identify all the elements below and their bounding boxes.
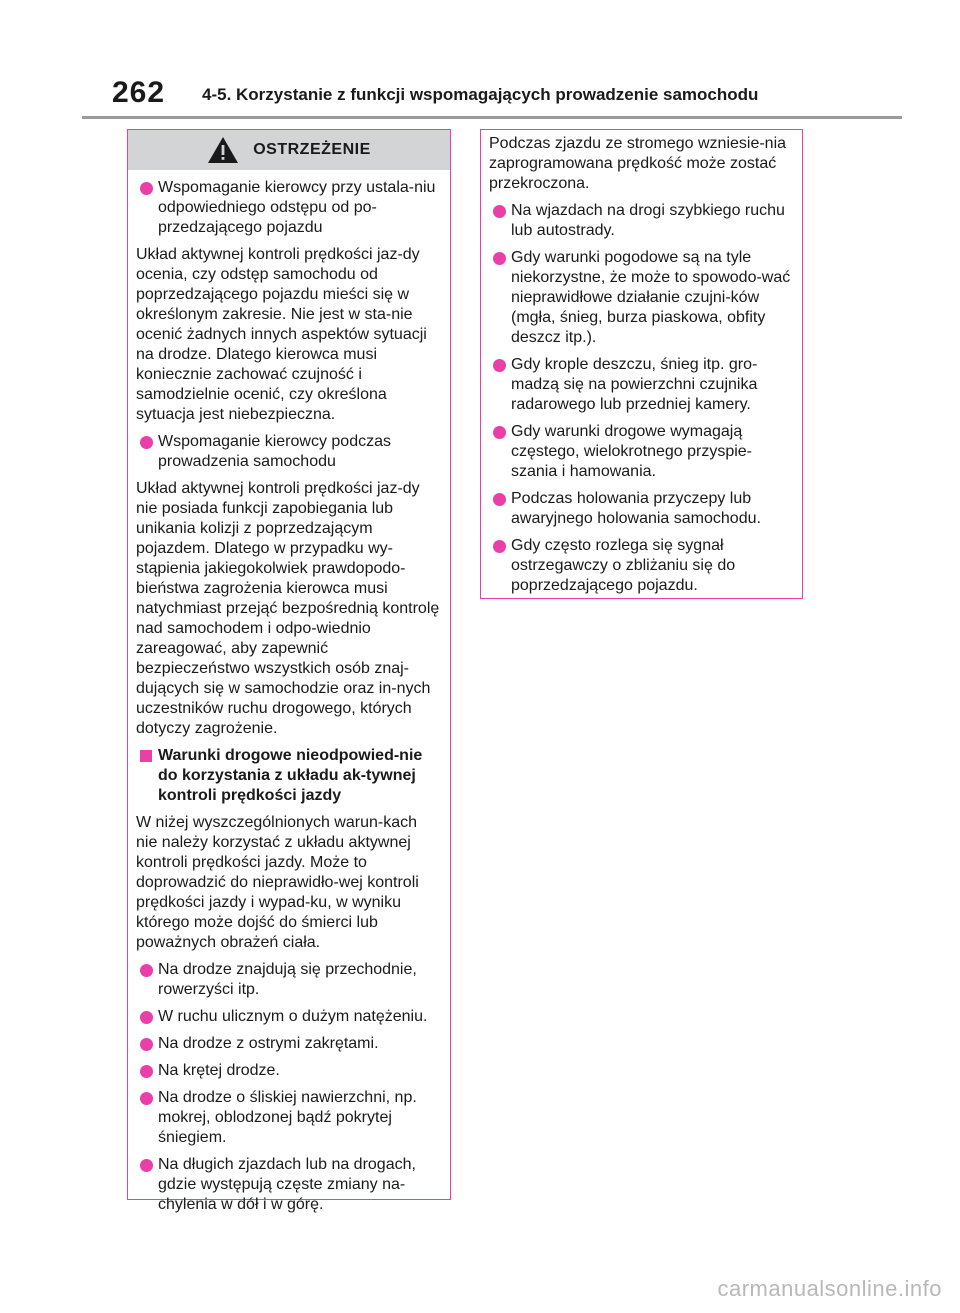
bullet-text: Na drodze z ostrymi zakrętami.: [158, 1035, 379, 1052]
bullet-dot-icon: [493, 205, 506, 218]
warning-paragraph: Układ aktywnej kontroli prędkości jaz-dy nie posiada funkcji zapobiegania lub unikania kolizji z poprzedzającym pojazdem. Dlatego w przypadku wy-stąpienia jakiegokolwiek prawdopodo-bieństwa zagrożenia kierowca musi natychmiast przejąć bezpośrednią kontrolę nad samochodem i odpo-wiednio zareagować, aby zapewnić bezpieczeństwo wszystkich osób znaj-dujących się w samochodzie oraz in-nych uczestników ruchu drogowego, których dotyczy zagrożenie.: [136, 480, 440, 737]
continuation-bullet: [489, 536, 794, 596]
continuation-bullet: [489, 422, 794, 482]
bullet-text: Na krętej drodze.: [158, 1062, 280, 1079]
bullet-dot-icon: [140, 964, 153, 977]
bullet-dot-icon: [493, 252, 506, 265]
warning-bullet: [136, 960, 442, 1000]
bullet-text: Gdy często rozlega się sygnał ostrzegawczy o zbliżaniu się do poprzedzającego pojazdu.: [511, 537, 736, 594]
warning-bullet: [136, 1007, 442, 1027]
warning-title: OSTRZEŻENIE: [253, 141, 371, 158]
continuation-paragraph: Podczas zjazdu ze stromego wzniesie-nia zaprogramowana prędkość może zostać przekroczona.: [489, 135, 787, 192]
bullet-dot-icon: [140, 1065, 153, 1078]
bullet-text: Wspomaganie kierowcy przy ustala-niu odpowiedniego odstępu od po-przedzającego pojazdu: [158, 179, 436, 236]
heading-text: Warunki drogowe nieodpowied-nie do korzystania z układu ak-tywnej kontroli prędkości jazdy: [158, 747, 423, 804]
bullet-dot-icon: [140, 1092, 153, 1105]
bullet-text: W ruchu ulicznym o dużym natężeniu.: [158, 1008, 428, 1025]
continuation-bullet: [489, 489, 794, 529]
bullet-dot-icon: [140, 182, 153, 195]
bullet-text: Na drodze znajdują się przechodnie, rowerzyści itp.: [158, 961, 417, 998]
bullet-dot-icon: [140, 1038, 153, 1051]
header-divider: [82, 116, 902, 119]
warning-paragraph: W niżej wyszczególnionych warun-kach nie należy korzystać z układu aktywnej kontroli prędkości jazdy. Może to doprowadzić do nieprawidło-wej kontroli prędkości jazdy i wypad-ku, w wyniku którego może dojść do śmierci lub poważnych obrażeń ciała.: [136, 814, 419, 951]
bullet-text: Gdy warunki pogodowe są na tyle niekorzystne, że może to spowodo-wać nieprawidłowe działanie czujni-ków (mgła, śnieg, burza piaskowa, obfity deszcz itp.).: [511, 249, 791, 346]
section-title: 4-5. Korzystanie z funkcji wspomagających prowadzenie samochodu: [202, 85, 759, 104]
subsection-heading: [136, 746, 442, 806]
bullet-text: Na drodze o śliskiej nawierzchni, np. mokrej, oblodzonej bądź pokrytej śniegiem.: [158, 1089, 417, 1146]
warning-bullet: [136, 1155, 442, 1215]
warning-bullet: [136, 1088, 442, 1148]
site-watermark: carmanualsonline.info: [717, 1276, 942, 1301]
bullet-text: Na wjazdach na drogi szybkiego ruchu lub autostrady.: [511, 202, 785, 239]
bullet-dot-icon: [493, 426, 506, 439]
bullet-dot-icon: [140, 1159, 153, 1172]
bullet-text: Gdy krople deszczu, śnieg itp. gro-madzą się na powierzchni czujnika radarowego lub przedniej kamery.: [511, 356, 758, 413]
bullet-dot-icon: [493, 540, 506, 553]
continuation-bullet: [489, 355, 794, 415]
page-header: [82, 76, 902, 116]
bullet-text: Gdy warunki drogowe wymagają częstego, wielokrotnego przyspie-szania i hamowania.: [511, 423, 753, 480]
warning-box: [127, 129, 451, 1213]
square-bullet-icon: [140, 750, 152, 762]
bullet-text: Wspomaganie kierowcy podczas prowadzenia samochodu: [158, 433, 391, 470]
bullet-dot-icon: [140, 1011, 153, 1024]
warning-triangle-icon: [207, 136, 239, 164]
warning-bullet: [136, 1061, 442, 1081]
warning-bullet: [136, 432, 442, 472]
page-number: 262: [112, 76, 166, 109]
warning-body: [128, 170, 450, 1215]
continuation-bullet: [489, 248, 794, 348]
bullet-text: Podczas holowania przyczepy lub awaryjnego holowania samochodu.: [511, 490, 761, 527]
bullet-dot-icon: [140, 436, 153, 449]
bullet-text: Na długich zjazdach lub na drogach, gdzie występują częste zmiany na-chylenia w dół i w górę.: [158, 1156, 416, 1213]
warning-bullet: [136, 1034, 442, 1054]
warning-continuation-box: [480, 129, 803, 599]
warning-bullet: [136, 178, 442, 238]
warning-paragraph: Układ aktywnej kontroli prędkości jaz-dy ocenia, czy odstęp samochodu od poprzedzającego pojazdu mieści się w określonym zakresie. Nie jest w sta-nie ocenić żadnych innych aspektów sytuacji na drodze. Dlatego kierowca musi koniecznie zachować czujność i samodzielnie ocenić, czy określona sytuacja jest niebezpieczna.: [136, 246, 427, 423]
continuation-bullet: [489, 201, 794, 241]
bullet-dot-icon: [493, 359, 506, 372]
continuation-body: [481, 130, 802, 596]
warning-header: [128, 130, 450, 170]
bullet-dot-icon: [493, 493, 506, 506]
